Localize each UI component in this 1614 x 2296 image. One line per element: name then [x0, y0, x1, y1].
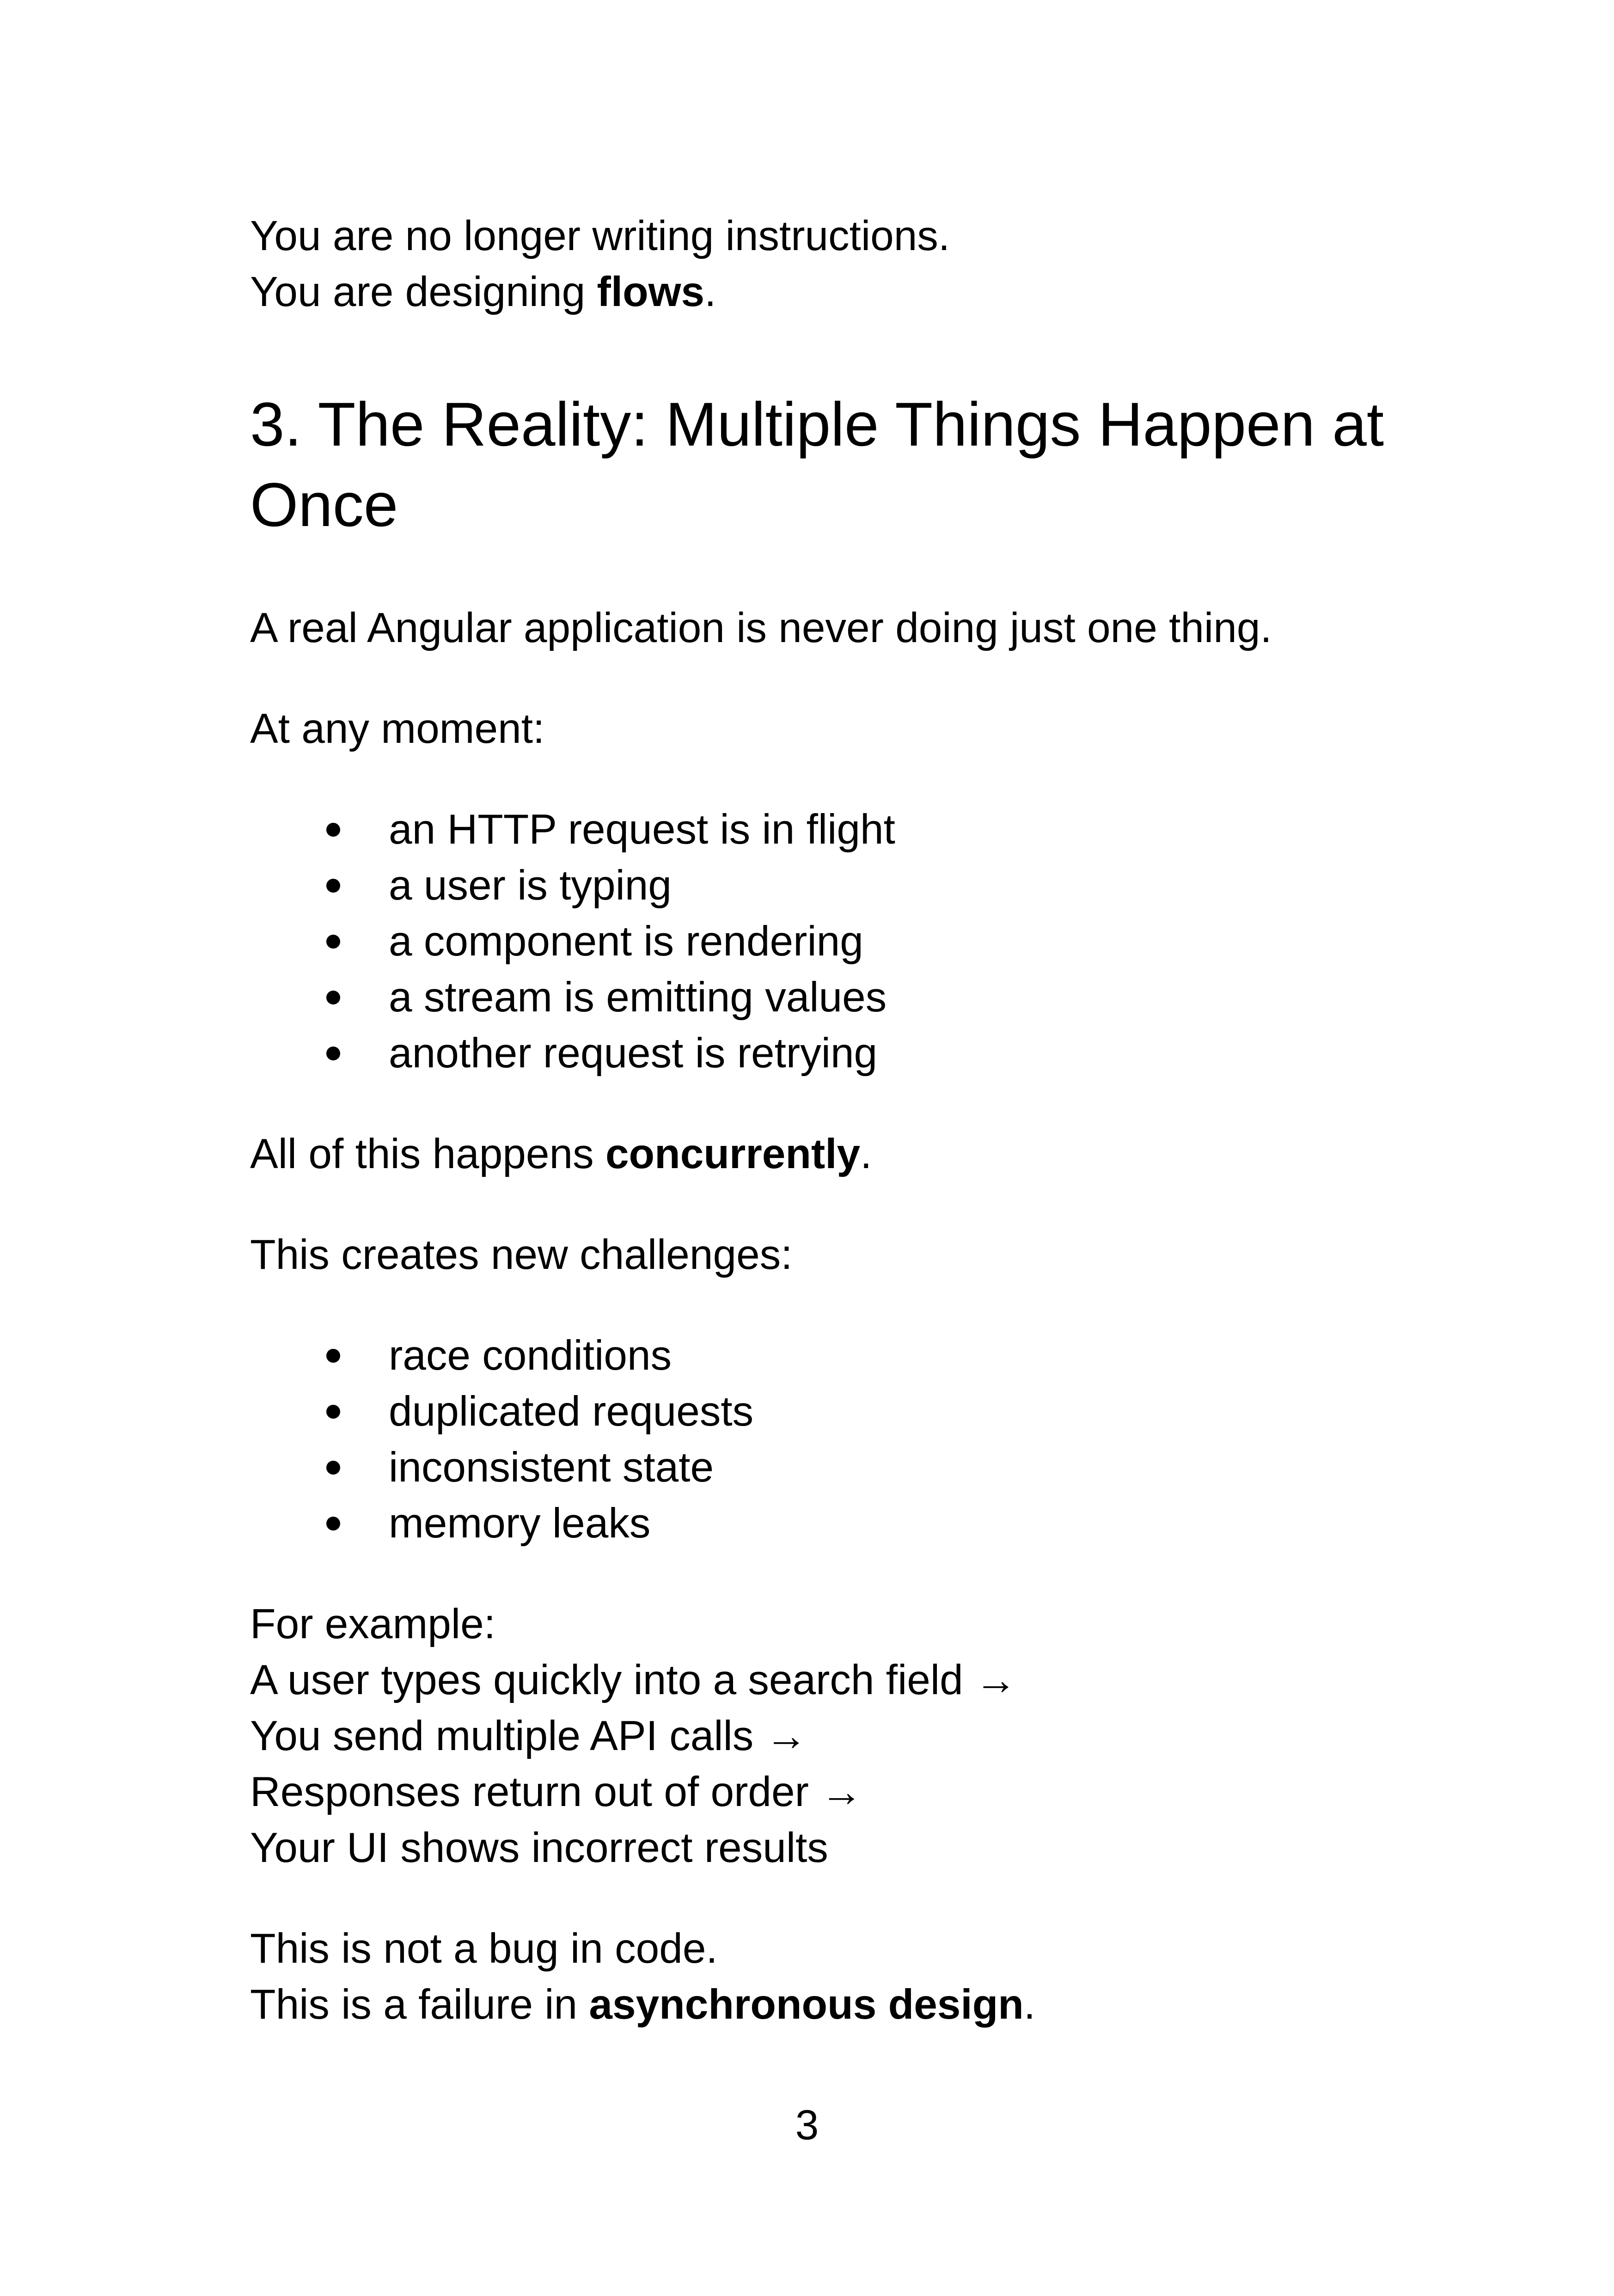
example-line: For example:	[250, 1601, 496, 1647]
intro-line-2-prefix: You are designing	[250, 269, 597, 315]
list-item	[250, 857, 1392, 913]
intro-line-1: You are no longer writing instructions.	[250, 213, 950, 259]
list-item-text: an HTTP request is in flight	[389, 806, 895, 853]
list-item-text: a component is rendering	[389, 918, 863, 965]
bullet-dot-icon	[326, 1461, 340, 1475]
example-line: You send multiple API calls →	[250, 1713, 807, 1759]
page-number: 3	[795, 2102, 819, 2149]
concurrent-suffix: .	[860, 1131, 872, 1177]
example-block	[250, 1596, 1392, 1876]
closing-line-2	[250, 1977, 1392, 2033]
list-item	[250, 1439, 1392, 1495]
bullet-dot-icon	[326, 879, 340, 893]
closing-prefix: This is a failure in	[250, 1981, 589, 2028]
challenges-list	[250, 1328, 1392, 1551]
list-item	[250, 1495, 1392, 1551]
paragraph-challenges: This creates new challenges:	[250, 1231, 793, 1278]
list-item-text: memory leaks	[389, 1500, 651, 1547]
list-item	[250, 913, 1392, 969]
page-content	[250, 208, 1392, 2033]
paragraph-angular-app: A real Angular application is never doing just one thing.	[250, 605, 1272, 651]
moment-list	[250, 802, 1392, 1081]
list-item	[250, 969, 1392, 1025]
bullet-dot-icon	[326, 823, 340, 837]
closing-line-1: This is not a bug in code.	[250, 1925, 718, 1972]
bullet-dot-icon	[326, 1517, 340, 1531]
list-item-text: race conditions	[389, 1332, 672, 1379]
list-item	[250, 802, 1392, 857]
intro-line-2	[250, 264, 1392, 320]
list-item	[250, 1328, 1392, 1384]
intro-line-2-suffix: .	[704, 269, 716, 315]
paragraph-at-any-moment: At any moment:	[250, 705, 545, 752]
closing-block	[250, 1921, 1392, 2033]
concurrent-prefix: All of this happens	[250, 1131, 605, 1177]
list-item-text: inconsistent state	[389, 1444, 714, 1491]
bullet-dot-icon	[326, 1405, 340, 1419]
bullet-dot-icon	[326, 935, 340, 949]
list-item	[250, 1025, 1392, 1081]
list-item-text: duplicated requests	[389, 1388, 754, 1435]
section-heading: 3. The Reality: Multiple Things Happen at Once	[250, 390, 1384, 539]
bullet-dot-icon	[326, 1047, 340, 1060]
concurrent-bold: concurrently	[605, 1131, 861, 1177]
list-item-text: a stream is emitting values	[389, 974, 887, 1021]
paragraph-concurrently	[250, 1126, 1392, 1182]
bullet-dot-icon	[326, 1349, 340, 1363]
list-item	[250, 1384, 1392, 1439]
list-item-text: a user is typing	[389, 862, 672, 909]
intro-line-2-bold: flows	[597, 269, 705, 315]
bullet-dot-icon	[326, 991, 340, 1004]
example-line: Your UI shows incorrect results	[250, 1825, 828, 1871]
list-item-text: another request is retrying	[389, 1030, 878, 1077]
closing-bold: asynchronous design	[589, 1981, 1024, 2028]
example-line: Responses return out of order →	[250, 1769, 863, 1815]
example-line: A user types quickly into a search field →	[250, 1657, 1017, 1703]
closing-suffix: .	[1023, 1981, 1036, 2028]
